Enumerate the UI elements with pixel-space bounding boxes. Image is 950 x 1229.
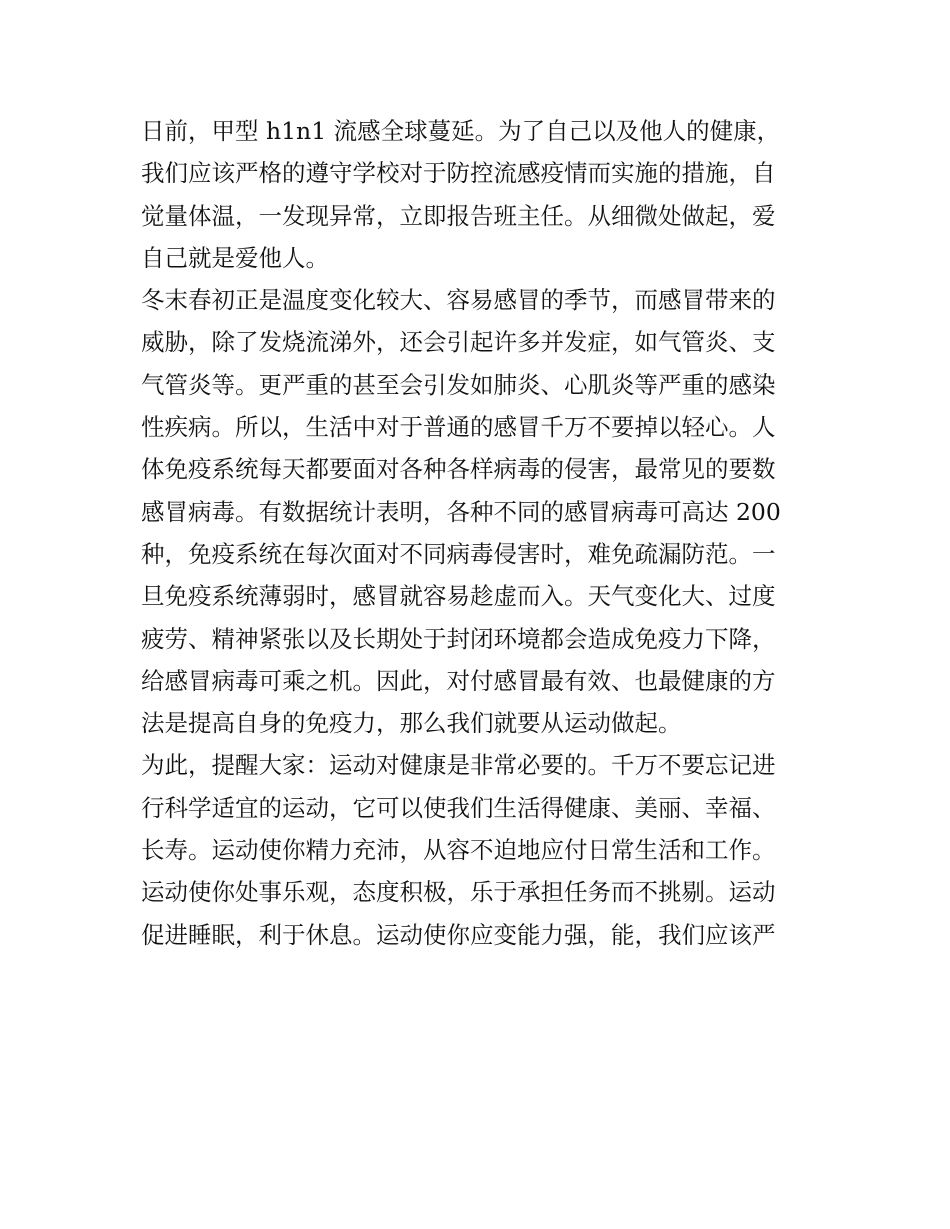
text-line: 冬末春初正是温度变化较大、容易感冒的季节，而感冒带来的	[141, 286, 776, 315]
text-line: 长寿。运动使你精力充沛，从容不迫地应付日常生活和工作。	[141, 836, 776, 865]
text-line: 疲劳、精神紧张以及长期处于封闭环境都会造成免疫力下降，	[141, 624, 776, 653]
text-line: 给感冒病毒可乘之机。因此，对付感冒最有效、也最健康的方	[141, 666, 776, 695]
text-line: 促进睡眠，利于休息。运动使你应变能力强，能，我们应该严	[141, 920, 776, 949]
text-line: 法是提高自身的免疫力，那么我们就要从运动做起。	[141, 709, 682, 738]
text-line: 行科学适宜的运动，它可以使我们生活得健康、美丽、幸福、	[141, 793, 776, 822]
text-line: 种，免疫系统在每次面对不同病毒侵害时，难免疏漏防范。一	[141, 539, 776, 568]
text-line: 威胁，除了发烧流涕外，还会引起许多并发症，如气管炎、支	[141, 328, 776, 357]
document-body	[141, 110, 813, 956]
text-line: 日前，甲型 h1n1 流感全球蔓延。为了自己以及他人的健康，	[141, 117, 781, 145]
text-line: 为此，提醒大家：运动对健康是非常必要的。千万不要忘记进	[141, 751, 776, 780]
text-line: 性疾病。所以，生活中对于普通的感冒千万不要掉以轻心。人	[141, 413, 776, 442]
text-line: 我们应该严格的遵守学校对于防控流感疫情而实施的措施，自	[141, 159, 776, 188]
text-line: 觉量体温，一发现异常，立即报告班主任。从细微处做起，爱	[141, 201, 776, 230]
text-line: 体免疫系统每天都要面对各种各样病毒的侵害，最常见的要数	[141, 455, 776, 484]
text-line: 气管炎等。更严重的甚至会引发如肺炎、心肌炎等严重的感染	[141, 370, 776, 399]
text-line: 旦免疫系统薄弱时，感冒就容易趁虚而入。天气变化大、过度	[141, 582, 776, 611]
text-line: 运动使你处事乐观，态度积极，乐于承担任务而不挑剔。运动	[141, 878, 776, 907]
text-line: 自己就是爱他人。	[141, 243, 329, 272]
text-line: 感冒病毒。有数据统计表明，各种不同的感冒病毒可高达 200	[141, 497, 781, 526]
